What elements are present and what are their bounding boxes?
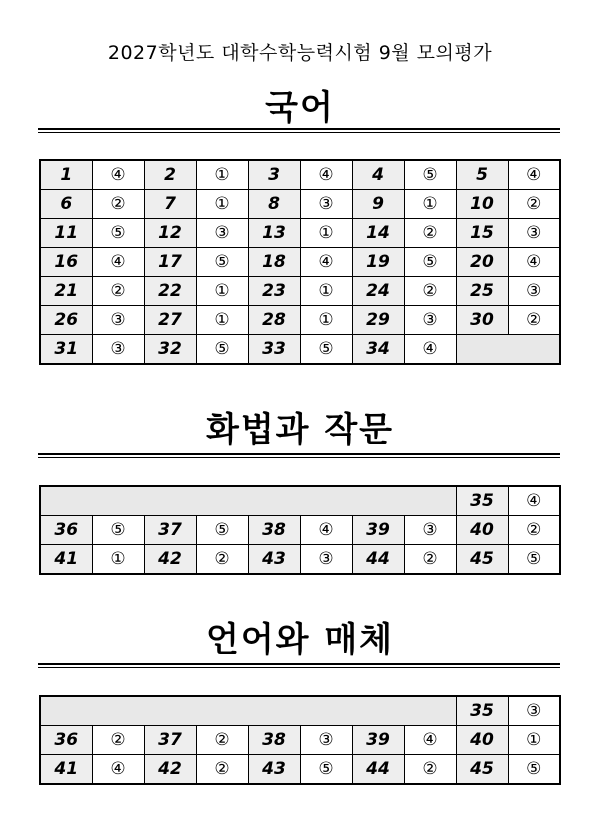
answer-table-korean [39, 159, 561, 365]
answer-choice: ② [92, 726, 144, 755]
table-row [40, 248, 560, 277]
question-number: 1 [40, 160, 92, 190]
answer-choice: ④ [300, 516, 352, 545]
question-number: 7 [144, 190, 196, 219]
answer-choice: ⑤ [92, 219, 144, 248]
exam-title: 2027학년도 대학수학능력시험 9월 모의평가 [107, 42, 493, 64]
answer-choice: ① [196, 277, 248, 306]
answer-choice: ④ [404, 726, 456, 755]
answer-choice: ③ [300, 726, 352, 755]
section-divider [38, 453, 560, 458]
empty-cell [40, 486, 456, 516]
answer-choice: ⑤ [196, 248, 248, 277]
answer-choice: ⑤ [92, 516, 144, 545]
answer-choice: ④ [300, 248, 352, 277]
answer-choice: ② [196, 755, 248, 785]
answer-choice: ② [508, 306, 560, 335]
answer-choice: ① [404, 190, 456, 219]
answer-choice: ⑤ [196, 516, 248, 545]
answer-choice: ④ [508, 160, 560, 190]
answer-choice: ⑤ [196, 335, 248, 365]
table-row [40, 486, 560, 516]
answer-choice: ③ [92, 306, 144, 335]
question-number: 40 [456, 516, 508, 545]
section-divider [38, 128, 560, 133]
question-number: 44 [352, 755, 404, 785]
table-row [40, 696, 560, 726]
answer-choice: ③ [404, 516, 456, 545]
answer-choice: ① [300, 306, 352, 335]
answer-choice: ④ [92, 160, 144, 190]
question-number: 19 [352, 248, 404, 277]
question-number: 34 [352, 335, 404, 365]
answer-choice: ② [404, 755, 456, 785]
table-row [40, 755, 560, 785]
section-divider [38, 663, 560, 668]
question-number: 45 [456, 545, 508, 575]
question-number: 28 [248, 306, 300, 335]
question-number: 33 [248, 335, 300, 365]
question-number: 8 [248, 190, 300, 219]
question-number: 39 [352, 726, 404, 755]
question-number: 39 [352, 516, 404, 545]
question-number: 35 [456, 696, 508, 726]
answer-choice: ③ [508, 219, 560, 248]
question-number: 31 [40, 335, 92, 365]
question-number: 38 [248, 726, 300, 755]
table-row [40, 160, 560, 190]
answer-choice: ② [508, 516, 560, 545]
question-number: 3 [248, 160, 300, 190]
answer-choice: ③ [300, 545, 352, 575]
answer-choice: ① [196, 190, 248, 219]
answer-choice: ⑤ [508, 545, 560, 575]
table-row [40, 516, 560, 545]
answer-choice: ③ [508, 696, 560, 726]
section-title-korean: 국어 [265, 88, 335, 128]
answer-choice: ① [92, 545, 144, 575]
question-number: 29 [352, 306, 404, 335]
answer-choice: ① [196, 306, 248, 335]
question-number: 24 [352, 277, 404, 306]
question-number: 4 [352, 160, 404, 190]
answer-choice: ⑤ [404, 160, 456, 190]
answer-choice: ⑤ [404, 248, 456, 277]
answer-choice: ② [92, 190, 144, 219]
answer-choice: ③ [92, 335, 144, 365]
section-title-language-media: 언어와 매체 [205, 620, 395, 660]
answer-choice: ① [300, 219, 352, 248]
answer-choice: ② [196, 545, 248, 575]
question-number: 42 [144, 545, 196, 575]
table-row [40, 335, 560, 365]
question-number: 37 [144, 516, 196, 545]
answer-choice: ③ [508, 277, 560, 306]
question-number: 41 [40, 545, 92, 575]
question-number: 20 [456, 248, 508, 277]
question-number: 32 [144, 335, 196, 365]
table-row [40, 726, 560, 755]
question-number: 43 [248, 755, 300, 785]
answer-choice: ① [196, 160, 248, 190]
question-number: 11 [40, 219, 92, 248]
table-row [40, 190, 560, 219]
answer-choice: ② [404, 277, 456, 306]
answer-choice: ② [404, 545, 456, 575]
question-number: 38 [248, 516, 300, 545]
question-number: 36 [40, 516, 92, 545]
question-number: 13 [248, 219, 300, 248]
answer-choice: ④ [508, 486, 560, 516]
question-number: 35 [456, 486, 508, 516]
question-number: 23 [248, 277, 300, 306]
question-number: 41 [40, 755, 92, 785]
question-number: 27 [144, 306, 196, 335]
question-number: 22 [144, 277, 196, 306]
answer-choice: ② [196, 726, 248, 755]
question-number: 15 [456, 219, 508, 248]
answer-choice: ② [92, 277, 144, 306]
answer-choice: ④ [92, 755, 144, 785]
table-row [40, 277, 560, 306]
question-number: 44 [352, 545, 404, 575]
question-number: 42 [144, 755, 196, 785]
answer-choice: ② [508, 190, 560, 219]
table-row [40, 219, 560, 248]
question-number: 16 [40, 248, 92, 277]
question-number: 36 [40, 726, 92, 755]
answer-choice: ① [508, 726, 560, 755]
question-number: 12 [144, 219, 196, 248]
answer-table-speech-writing [39, 485, 561, 575]
table-row [40, 306, 560, 335]
question-number: 17 [144, 248, 196, 277]
question-number: 14 [352, 219, 404, 248]
question-number: 25 [456, 277, 508, 306]
answer-choice: ④ [508, 248, 560, 277]
answer-choice: ③ [404, 306, 456, 335]
answer-choice: ④ [92, 248, 144, 277]
question-number: 2 [144, 160, 196, 190]
answer-choice: ④ [404, 335, 456, 365]
question-number: 45 [456, 755, 508, 785]
question-number: 10 [456, 190, 508, 219]
empty-cell [456, 335, 560, 365]
table-row [40, 545, 560, 575]
question-number: 21 [40, 277, 92, 306]
question-number: 30 [456, 306, 508, 335]
question-number: 43 [248, 545, 300, 575]
answer-choice: ⑤ [300, 755, 352, 785]
question-number: 26 [40, 306, 92, 335]
question-number: 18 [248, 248, 300, 277]
question-number: 6 [40, 190, 92, 219]
answer-choice: ② [404, 219, 456, 248]
answer-choice: ⑤ [508, 755, 560, 785]
question-number: 9 [352, 190, 404, 219]
answer-choice: ③ [300, 190, 352, 219]
question-number: 40 [456, 726, 508, 755]
answer-choice: ① [300, 277, 352, 306]
answer-choice: ⑤ [300, 335, 352, 365]
empty-cell [40, 696, 456, 726]
question-number: 5 [456, 160, 508, 190]
answer-choice: ④ [300, 160, 352, 190]
question-number: 37 [144, 726, 196, 755]
section-title-speech-writing: 화법과 작문 [205, 410, 395, 450]
answer-table-language-media [39, 695, 561, 785]
answer-choice: ③ [196, 219, 248, 248]
